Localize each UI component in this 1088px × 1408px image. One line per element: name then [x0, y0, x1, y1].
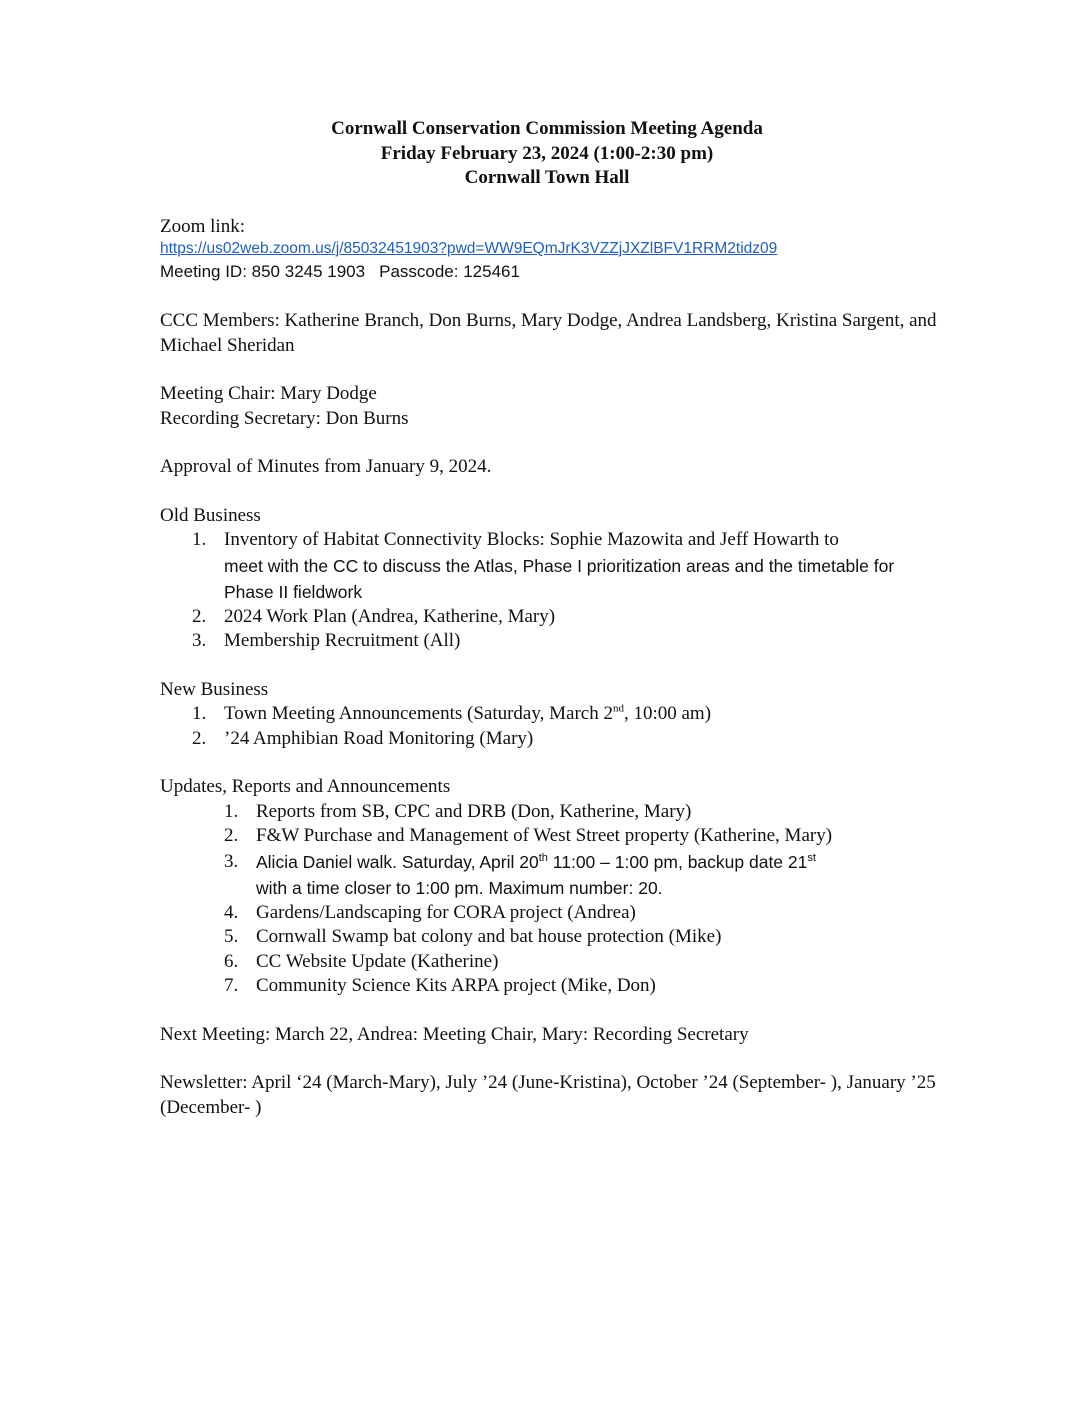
passcode: Passcode: 125461: [379, 262, 520, 281]
new-business-list: [160, 702, 940, 751]
meeting-date: Friday February 23, 2024 (1:00-2:30 pm): [380, 142, 714, 164]
list-item: 3. Membership Recruitment (All): [192, 630, 461, 651]
old-business-title: Old Business: [160, 504, 261, 526]
list-item: 2. F&W Purchase and Management of West Street property (Katherine, Mary): [224, 825, 833, 846]
zoom-section: [160, 215, 940, 286]
updates-section: [160, 775, 940, 999]
old-business-list: [160, 528, 940, 654]
list-item: 6. CC Website Update (Katherine): [224, 950, 499, 972]
members-paragraph: CCC Members: Katherine Branch, Don Burns, Mary Dodge, Andrea Landsberg, Kristina Sargent, and Michael Sheridan: [160, 310, 937, 356]
meeting-location: Cornwall Town Hall: [464, 167, 630, 188]
zoom-label: Zoom link:: [160, 215, 245, 237]
list-item: 2. ’24 Amphibian Road Monitoring (Mary): [192, 727, 534, 749]
list-item: 4. Gardens/Landscaping for CORA project (Andrea): [224, 901, 636, 923]
zoom-link[interactable]: https://us02web.zoom.us/j/85032451903?pwd=WW9EQmJrK3VZZjJXZlBFV1RRM2tidz09: [160, 240, 778, 257]
new-business-section: [160, 678, 940, 752]
list-item: 5. Cornwall Swamp bat colony and bat house protection (Mike): [224, 926, 722, 947]
old-business-section: [160, 504, 940, 654]
list-item: 1. Reports from SB, CPC and DRB (Don, Katherine, Mary): [224, 800, 692, 822]
new-business-title: New Business: [160, 678, 269, 700]
meeting-chair: Meeting Chair: Mary Dodge: [160, 383, 377, 404]
zoom-credentials: [160, 259, 940, 285]
meeting-id: Meeting ID: 850 3245 1903: [160, 262, 366, 281]
minutes-approval: Approval of Minutes from January 9, 2024.: [160, 456, 492, 477]
list-item: 2. 2024 Work Plan (Andrea, Katherine, Mary): [192, 605, 556, 627]
agenda-header: [154, 117, 940, 191]
agenda-page: [160, 117, 940, 1120]
list-item: 1. Town Meeting Announcements (Saturday, March 2nd, 10:00 am): [192, 702, 712, 724]
list-item: 3. Alicia Daniel walk. Saturday, April 20th 11:00 – 1:00 pm, backup date 21st with a time closer to 1:00 pm. Maximum number: 20.: [224, 850, 816, 898]
agenda-title: Cornwall Conservation Commission Meeting Agenda: [331, 118, 763, 139]
recording-secretary: Recording Secretary: Don Burns: [160, 407, 409, 429]
list-item: 7. Community Science Kits ARPA project (Mike, Don): [224, 975, 656, 996]
next-meeting: Next Meeting: March 22, Andrea: Meeting Chair, Mary: Recording Secretary: [160, 1023, 749, 1045]
list-item: 1. Inventory of Habitat Connectivity Blocks: Sophie Mazowita and Jeff Howarth to meet with the CC to discuss the Atlas, Phase I prioritization areas and the timetable for Phase II fieldwork: [192, 529, 895, 602]
updates-list: [160, 800, 940, 999]
updates-title: Updates, Reports and Announcements: [160, 776, 451, 797]
newsletter-schedule: Newsletter: April ‘24 (March-Mary), July ’24 (June-Kristina), October ’24 (September- ), January ’25 (December- ): [160, 1072, 936, 1118]
